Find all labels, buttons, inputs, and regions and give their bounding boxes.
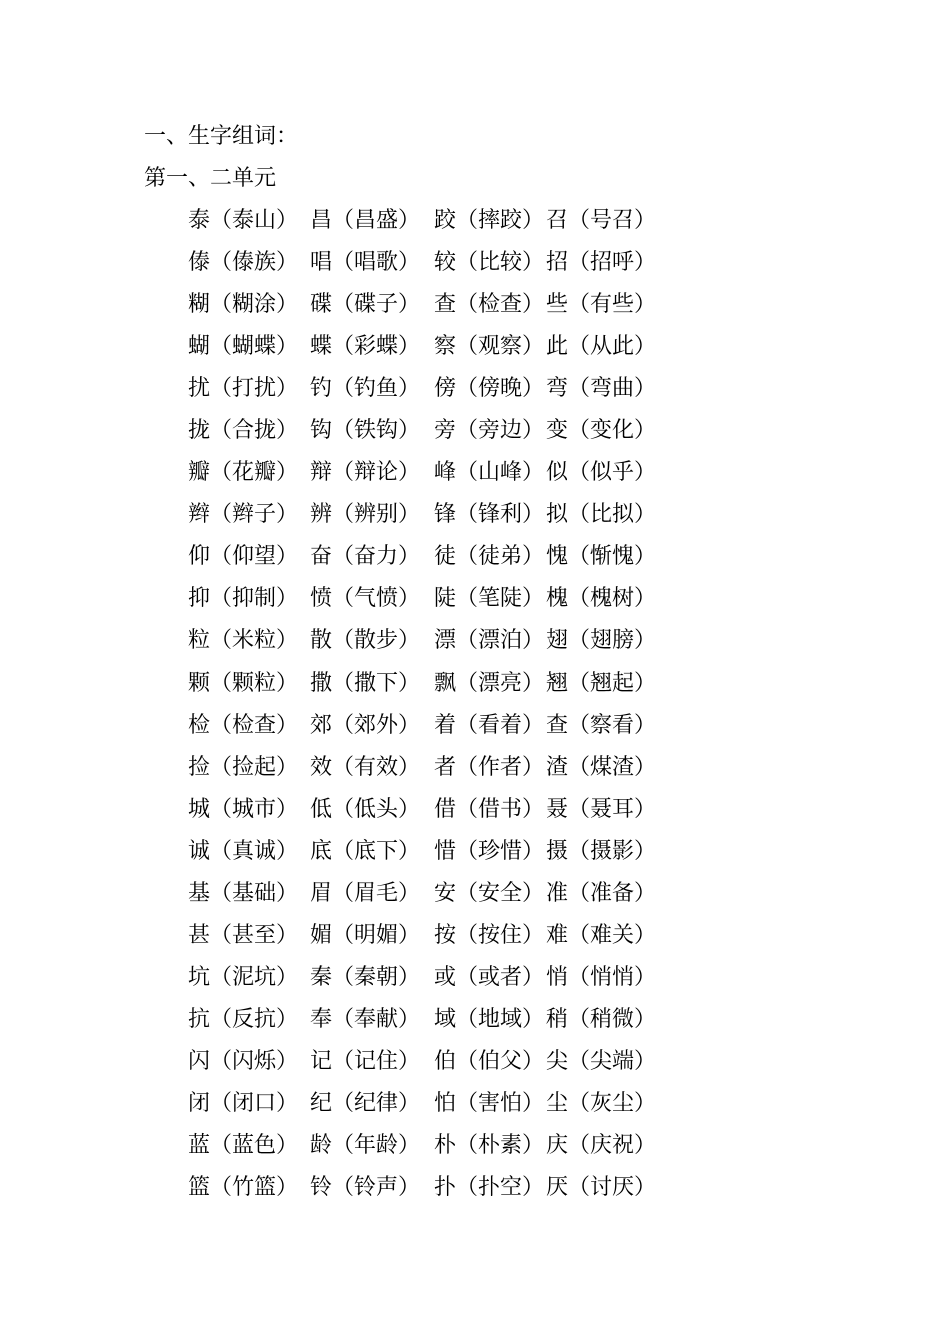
word-row — [188, 1005, 928, 1047]
word-entry: 朴（朴素） — [434, 1133, 545, 1159]
word-entry: 旁（旁边） — [434, 418, 545, 444]
word-entry: 安（安全） — [434, 880, 545, 906]
word-entry: 昌（昌盛） — [310, 208, 421, 233]
word-entry: 效（有效） — [310, 754, 421, 780]
word-entry: 龄（年龄） — [310, 1133, 421, 1159]
word-entry: 扑（扑空） — [434, 1175, 545, 1201]
word-entry: 渣（煤渣） — [546, 754, 657, 780]
word-entry: 唱（唱歌） — [310, 250, 421, 276]
word-entry: 撒（撒下） — [310, 670, 421, 696]
word-entry: 怕（害怕） — [434, 1090, 545, 1116]
word-entry: 愧（惭愧） — [546, 544, 657, 570]
word-entry: 诚（真诚） — [188, 838, 299, 864]
word-entry: 尖（尖端） — [546, 1048, 657, 1074]
word-entry: 伯（伯父） — [434, 1048, 545, 1074]
word-entry: 借（借书） — [434, 796, 545, 822]
word-entry: 锋（锋利） — [434, 502, 545, 528]
word-entry: 辫（辫子） — [188, 502, 299, 528]
word-entry: 甚（甚至） — [188, 922, 299, 948]
word-entry: 槐（槐树） — [546, 586, 657, 612]
word-entry: 秦（秦朝） — [310, 964, 421, 990]
word-entry: 瓣（花瓣） — [188, 460, 299, 486]
word-row — [188, 374, 928, 416]
word-entry: 辩（辩论） — [310, 460, 421, 486]
word-entry: 难（难关） — [546, 922, 657, 948]
word-entry: 坑（泥坑） — [188, 964, 299, 990]
word-entry: 摄（摄影） — [546, 838, 657, 864]
word-entry: 抑（抑制） — [188, 586, 299, 612]
word-entry: 蓝（蓝色） — [188, 1133, 299, 1159]
word-entry: 底（底下） — [310, 838, 421, 864]
word-entry: 检（检查） — [188, 712, 299, 738]
word-entry: 弯（弯曲） — [546, 376, 657, 402]
word-row — [188, 1089, 928, 1131]
word-entry: 准（准备） — [546, 880, 657, 906]
word-entry: 聂（聂耳） — [546, 796, 657, 822]
word-entry: 悄（悄悄） — [546, 964, 657, 990]
word-row — [188, 879, 928, 921]
word-entry: 篮（竹篮） — [188, 1175, 299, 1201]
word-entry: 徒（徒弟） — [434, 544, 545, 570]
word-entry: 记（记住） — [310, 1048, 421, 1074]
word-entry: 翘（翘起） — [546, 670, 657, 696]
word-row — [188, 669, 928, 711]
word-entry: 稍（稍微） — [546, 1006, 657, 1032]
word-entry: 尘（灰尘） — [546, 1090, 657, 1116]
word-entry: 此（从此） — [546, 334, 657, 360]
word-entry: 捡（捡起） — [188, 754, 299, 780]
word-entry: 傣（傣族） — [188, 250, 299, 276]
section-heading: 一、生字组词： — [144, 124, 299, 149]
word-entry: 碟（碟子） — [310, 292, 421, 318]
word-entry: 些（有些） — [546, 292, 657, 318]
word-entry: 拟（比拟） — [546, 502, 657, 528]
word-entry: 仰（仰望） — [188, 544, 299, 570]
word-row — [188, 458, 928, 500]
word-entry: 基（基础） — [188, 880, 299, 906]
word-entry: 铃（铃声） — [310, 1175, 421, 1201]
word-row — [188, 542, 928, 584]
word-entry: 颗（颗粒） — [188, 670, 299, 696]
word-row — [188, 1131, 928, 1173]
word-entry: 蝶（彩蝶） — [310, 334, 421, 360]
word-list — [188, 206, 928, 1215]
word-entry: 域（地域） — [434, 1006, 545, 1032]
word-entry: 飘（漂亮） — [434, 670, 545, 696]
word-row — [188, 921, 928, 963]
word-entry: 糊（糊涂） — [188, 292, 299, 318]
word-entry: 较（比较） — [434, 250, 545, 276]
word-entry: 钓（钓鱼） — [310, 376, 421, 402]
word-entry: 陡（笔陡） — [434, 586, 545, 612]
word-entry: 钩（铁钩） — [310, 418, 421, 444]
word-entry: 傍（傍晚） — [434, 376, 545, 402]
word-row — [188, 837, 928, 879]
word-entry: 闪（闪烁） — [188, 1048, 299, 1074]
word-entry: 按（按住） — [434, 922, 545, 948]
word-row — [188, 290, 928, 332]
word-entry: 召（号召） — [546, 208, 657, 233]
word-row — [188, 206, 928, 248]
word-entry: 奋（奋力） — [310, 544, 421, 570]
word-entry: 眉（眉毛） — [310, 880, 421, 906]
word-entry: 厌（讨厌） — [546, 1175, 657, 1201]
word-entry: 低（低头） — [310, 796, 421, 822]
word-row — [188, 332, 928, 374]
word-row — [188, 711, 928, 753]
word-row — [188, 753, 928, 795]
word-entry: 纪（纪律） — [310, 1090, 421, 1116]
word-entry: 扰（打扰） — [188, 376, 299, 402]
word-entry: 查（察看） — [546, 712, 657, 738]
word-entry: 抗（反抗） — [188, 1006, 299, 1032]
word-row — [188, 963, 928, 1005]
word-entry: 郊（郊外） — [310, 712, 421, 738]
word-entry: 惜（珍惜） — [434, 838, 545, 864]
word-entry: 跤（摔跤） — [434, 208, 545, 233]
word-row — [188, 248, 928, 290]
word-entry: 漂（漂泊） — [434, 628, 545, 654]
word-row — [188, 1047, 928, 1089]
word-entry: 奉（奉献） — [310, 1006, 421, 1032]
word-row — [188, 416, 928, 458]
unit-heading: 第一、二单元 — [144, 166, 277, 191]
word-entry: 粒（米粒） — [188, 628, 299, 654]
word-row — [188, 1173, 928, 1215]
word-row — [188, 626, 928, 668]
word-entry: 泰（泰山） — [188, 208, 299, 233]
word-entry: 查（检查） — [434, 292, 545, 318]
word-entry: 媚（明媚） — [310, 922, 421, 948]
word-entry: 着（看着） — [434, 712, 545, 738]
word-row — [188, 500, 928, 542]
word-entry: 蝴（蝴蝶） — [188, 334, 299, 360]
word-entry: 拢（合拢） — [188, 418, 299, 444]
word-entry: 庆（庆祝） — [546, 1133, 657, 1159]
word-entry: 似（似乎） — [546, 460, 657, 486]
word-row — [188, 584, 928, 626]
word-entry: 愤（气愤） — [310, 586, 421, 612]
word-entry: 变（变化） — [546, 418, 657, 444]
word-entry: 者（作者） — [434, 754, 545, 780]
word-entry: 招（招呼） — [546, 250, 657, 276]
word-entry: 或（或者） — [434, 964, 545, 990]
word-entry: 峰（山峰） — [434, 460, 545, 486]
word-entry: 翅（翅膀） — [546, 628, 657, 654]
word-entry: 辨（辨别） — [310, 502, 421, 528]
word-entry: 察（观察） — [434, 334, 545, 360]
word-entry: 闭（闭口） — [188, 1090, 299, 1116]
word-row — [188, 795, 928, 837]
word-entry: 城（城市） — [188, 796, 299, 822]
word-entry: 散（散步） — [310, 628, 421, 654]
